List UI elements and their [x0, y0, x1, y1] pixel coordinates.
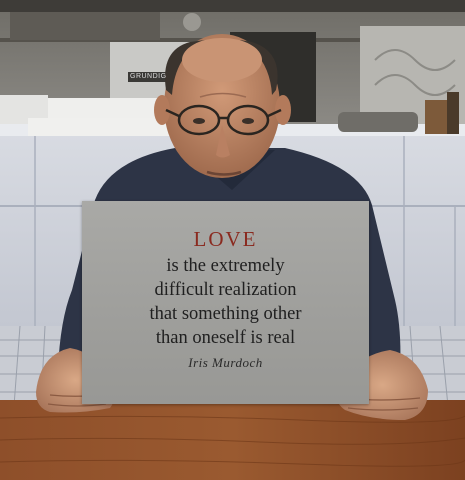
sign-line-1: is the extremely — [166, 256, 285, 276]
sign-line-3: that something other — [149, 304, 302, 324]
sign-title: LOVE — [193, 227, 258, 251]
sign-line-2: difficult realization — [154, 280, 297, 300]
sign-author: Iris Murdoch — [188, 355, 263, 370]
box-label: GRUNDIG — [130, 73, 167, 80]
sign-line-4: than oneself is real — [155, 328, 296, 348]
quote-sign — [82, 201, 369, 404]
